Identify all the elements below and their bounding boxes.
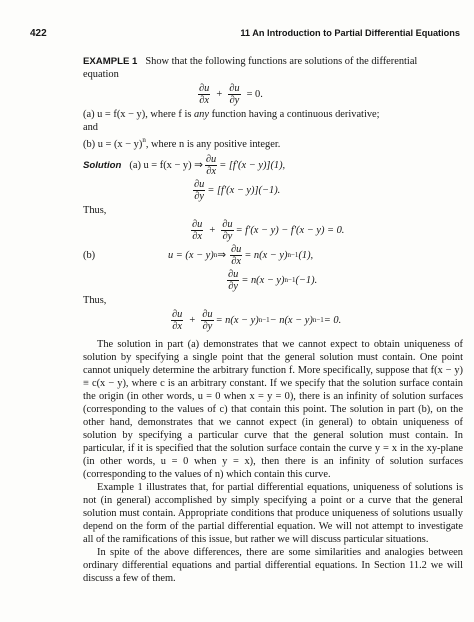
example-statement-line-1: EXAMPLE 1 Show that the following functions are solutions of the differential xyxy=(83,56,418,67)
thus-label-2: Thus, xyxy=(83,295,107,306)
part-a-statement: (a) u = f(x − y), where f is any function having a continuous derivative; xyxy=(83,109,380,120)
page-header xyxy=(30,28,460,42)
fraction: $\frac{\partial u}{\partial x}$ xyxy=(205,154,217,177)
fraction: $\frac{\partial u}{\partial x}$ xyxy=(199,83,210,106)
part-b-statement: (b) $u = (x - y)^n$, where n is any positive integer. xyxy=(83,136,281,150)
page-number: 422 xyxy=(30,28,47,39)
solution-a-ux: Solution (a) u = f(x − y) ⇒ $\frac{\partial u}{\partial x}$ = [f′(x − y)](1), xyxy=(83,154,286,177)
page-body xyxy=(83,55,463,585)
fraction: $\frac{\partial u}{\partial x}$ xyxy=(172,309,183,332)
fraction: $\frac{\partial u}{\partial y}$ xyxy=(229,83,240,106)
pde-equation: $\frac{\partial u}{\partial x}$ + $\frac{\partial u}{\partial y}$ = 0. xyxy=(199,83,263,106)
fraction: $\frac{\partial u}{\partial y}$ xyxy=(194,179,205,202)
paragraph: Example 1 illustrates that, for partial differential equations, uniqueness of solutions is not (in general) accomplished by simply specifying a point or a curve that the general solution must contain. Appropriate conditions that produce uniqueness of solutions usually depend on the form of the partial differential equation. We will not attempt to investigate all of the ramifications of this issue, but rather we will discuss particular situations. xyxy=(83,482,463,545)
paragraph: In spite of the above differences, there are some similarities and analogies between ordinary differential equations and partial differential equations. In Section 11.2 we will discuss a few of them. xyxy=(83,547,463,584)
solution-b-sum: $\frac{\partial u}{\partial x}$ + $\frac{\partial u}{\partial y}$ = n(x − y) n−1 − n(x − y) n−1 = 0. xyxy=(172,309,342,332)
solution-label: Solution xyxy=(83,160,122,171)
paragraph: The solution in part (a) demonstrates that we cannot expect to obtain uniqueness of solution by specifying a single point that the general solution must contain. One point cannot uniquely determine the arbitrary function f. More specifically, suppose that f(x − y) ≡ c(x − y), where c is an arbitrary constant. If we specify that the solution surface contain the origin (in other words, u = 0 when x = y = 0), there is an infinity of solution surfaces (corresponding to the values of c) that contain this point. The solution in part (b), on the other hand, demonstrates that we cannot expect (in general) to obtain uniqueness of solution by specifying a particular curve that the general solution must contain. In particular, if it is specified that the solution surface contain the curve y = x in the xy-plane (in other words, u = 0 when y = x), then there is an infinity of solution surfaces (corresponding to the values of n) which contain this curve. xyxy=(83,339,463,480)
fraction: $\frac{\partial u}{\partial y}$ xyxy=(222,219,233,242)
solution-a-uy: $\frac{\partial u}{\partial y}$ = [f′(x − y)](−1). xyxy=(194,179,281,202)
fraction: $\frac{\partial u}{\partial x}$ xyxy=(230,244,242,267)
fraction: $\frac{\partial u}{\partial y}$ xyxy=(228,269,239,292)
running-title: 11 An Introduction to Partial Differential Equations xyxy=(240,28,460,38)
solution-b-ux: (b) u = (x − y) n ⇒ $\frac{\partial u}{\partial x}$ = n(x − y) n−1 (1), xyxy=(83,244,314,267)
thus-label-1: Thus, xyxy=(83,205,107,216)
and-connector: and xyxy=(83,122,99,133)
example-heading: EXAMPLE 1 xyxy=(83,56,138,67)
solution-a-sum: $\frac{\partial u}{\partial x}$ + $\frac{\partial u}{\partial y}$ = f′(x − y) − f′(x − y) = 0. xyxy=(192,219,345,242)
discussion xyxy=(83,338,463,585)
fraction: $\frac{\partial u}{\partial y}$ xyxy=(202,309,213,332)
example-statement-line-2: equation xyxy=(83,69,119,80)
fraction: $\frac{\partial u}{\partial x}$ xyxy=(192,219,203,242)
solution-b-uy: $\frac{\partial u}{\partial y}$ = n(x − y) n−1 (−1). xyxy=(228,269,318,292)
